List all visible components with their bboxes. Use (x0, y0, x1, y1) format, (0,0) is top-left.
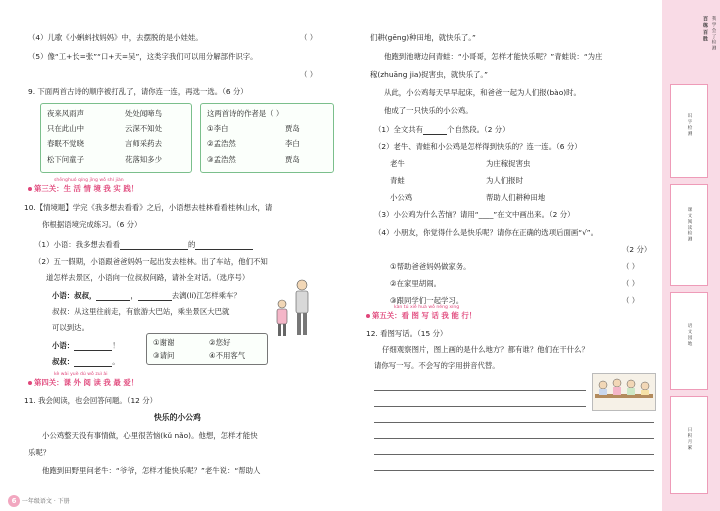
sidebar-tab-4[interactable] (670, 396, 708, 494)
person-head (641, 382, 649, 390)
bullet-icon (28, 381, 32, 385)
sidebar-tab-3[interactable] (670, 292, 708, 390)
person-head (627, 380, 635, 388)
period: 。 (112, 357, 120, 366)
person-body (627, 388, 635, 395)
question-11-4-score: （2 分） (622, 245, 652, 254)
writing-line[interactable] (374, 422, 654, 423)
option-3[interactable]: ③孟浩然 (207, 155, 236, 164)
choice-2[interactable]: ②您好 (209, 338, 231, 347)
child-body (277, 309, 287, 324)
choice-3[interactable]: ③请问 (153, 351, 175, 360)
sidebar-tab-label: 识 字 检 测 (687, 113, 692, 136)
story-p1: 小公鸡整天没有事情做，心里很苦恼(kǔ nǎo)。他想，怎样才能快 (42, 431, 258, 440)
section-5-pinyin: kàn tú xiě huà wǒ néng xíng (394, 305, 460, 310)
page-footer (8, 495, 70, 507)
sidebar-tab-label: 语 文 园 地 (687, 323, 692, 346)
q10-1-text: （1）小语：我多想去看看 (34, 240, 121, 249)
writing-line[interactable] (374, 438, 654, 439)
q1-text: （1）全文共有 (374, 125, 424, 134)
writing-line[interactable] (374, 470, 654, 471)
right-sidebar (662, 0, 720, 511)
sidebar-tab-label: 课 文 阅 读 检 测 (687, 207, 692, 242)
poem-line[interactable]: 处处闻啼鸟 (125, 109, 162, 118)
writing-line[interactable] (374, 390, 586, 391)
exclaim: ！ (112, 341, 120, 350)
bullet-icon (366, 314, 370, 318)
match-right-2[interactable]: 为人们报时 (486, 176, 523, 185)
poem-line[interactable]: 夜来风雨声 (47, 109, 84, 118)
story-r5: 他成了一只快乐的小公鸡。 (384, 106, 473, 115)
person-head (599, 381, 607, 389)
section-3-title (28, 185, 138, 194)
writing-instruction-2: 请你写一写。不会写的字用拼音代替。 (374, 361, 500, 370)
speaker-xiaoyu: 小语： (52, 341, 75, 350)
question-12: 12. 看图写话。（15 分） (366, 329, 448, 338)
question-11-1 (374, 125, 510, 135)
poem-line[interactable]: 春眠不觉晓 (47, 139, 84, 148)
footer-label: 一年级语文 · 下册 (21, 498, 70, 505)
q10-1-mid: 的 (188, 240, 196, 249)
section-4-title (28, 379, 138, 388)
dialogue-2: 叔叔：从这里往前走，有旅游大巴站，乘坐景区大巴就 (52, 307, 230, 316)
question-11-3: （3）小公鸡为什么苦恼？请用“____”在文中画出来。（2 分） (374, 210, 575, 219)
section-4-pinyin: kè wài yuè dú wǒ zuì ài (54, 372, 108, 377)
man-head (297, 280, 307, 290)
story-r1: 们耕(gēng)种田地，就快乐了。” (370, 33, 476, 42)
choice-1[interactable]: ①谢谢 (153, 338, 175, 347)
section-5-text: 第五关：看 图 写 话 我 能 行！ (372, 311, 477, 320)
dialogue-5 (52, 357, 120, 367)
option-a: ①帮助爸爸妈妈做家务。 (390, 262, 471, 271)
poem-line[interactable]: 言师采药去 (125, 139, 162, 148)
answer-blank[interactable] (120, 240, 188, 250)
sidebar-top-label: 百 练 百 胜 (702, 16, 708, 42)
item-5-paren[interactable]: （ ） (300, 70, 318, 79)
section-3-text: 第三关：生 活 情 境 我 实 践！ (34, 184, 139, 193)
option-c: ③跟同学们一起学习。 (390, 296, 464, 305)
answer-blank[interactable] (195, 240, 253, 250)
story-r4: 从此，小公鸡每天早早起床，和爸爸一起为人们报(bào)时。 (384, 88, 581, 97)
option-2[interactable]: ②孟浩然 (207, 139, 236, 148)
section-4-text: 第四关：课 外 阅 读 我 最 爱！ (34, 378, 139, 387)
person-body (599, 389, 607, 395)
story-r2: 他跑到池塘边问青蛙：“小哥哥，怎样才能快乐呢？”青蛙说：“为庄 (384, 52, 603, 61)
speaker-shushu: 叔叔： (52, 357, 75, 366)
question-10-cont: 你根据语境完成练习。（6 分） (42, 220, 142, 229)
child-leg (283, 324, 286, 336)
answer-blank[interactable] (96, 291, 130, 301)
story-r3: 稼(zhuāng jia)捉害虫，就快乐了。” (370, 70, 488, 79)
question-10: 10.【情境题】学完《我多想去看看》之后，小语想去桂林看看桂林山水，请 (24, 203, 273, 212)
person-body (641, 390, 649, 395)
item-4: （4）儿歌《小蝌蚪找妈妈》中，去摆脱的是小娃娃。 (28, 33, 203, 42)
bullet-icon (28, 187, 32, 191)
poem-line[interactable]: 云深不知处 (125, 124, 162, 133)
sidebar-tab-1[interactable] (670, 84, 708, 178)
option-c-paren[interactable]: （ ） (622, 296, 640, 305)
section-5-title (366, 312, 476, 321)
speaker-xiaoyu: 小语：叔叔， (52, 291, 97, 300)
question-9: 9. 下面两首古诗的顺序被打乱了，请你连一连，再选一选。（6 分） (28, 87, 248, 96)
comma: ， (130, 291, 138, 300)
item-5: （5）像“工+长=张”“口+天=吴”，这类字我们可以用分解部件识字。 (28, 52, 258, 61)
person-body (613, 387, 621, 395)
match-left-2[interactable]: 青蛙 (390, 176, 405, 185)
author-question: 这两首诗的作者是（ ） (207, 109, 284, 118)
poem-line[interactable]: 只在此山中 (47, 124, 84, 133)
match-left-3[interactable]: 小公鸡 (390, 193, 413, 202)
author-box (200, 103, 334, 173)
match-right-3[interactable]: 帮助人们耕种田地 (486, 193, 546, 202)
match-right-1[interactable]: 为庄稼捉害虫 (486, 159, 531, 168)
writing-line[interactable] (374, 454, 654, 455)
dialogue-1 (52, 291, 241, 301)
sidebar-tab-label: 日 积 月 累 (687, 427, 692, 450)
question-10-2-cont: 道怎样去景区，小语向一位叔叔问路，请补全对话。（选序号） (46, 273, 250, 282)
section-3-pinyin: shēnghuó qíng jǐng wǒ shí jiàn (54, 178, 124, 183)
answer-blank[interactable] (74, 341, 112, 351)
poem-line[interactable]: 松下问童子 (47, 155, 84, 164)
option-2-b: 李白 (285, 139, 300, 148)
question-10-1 (34, 240, 253, 250)
question-11-4: （4）小朋友，你觉得什么是快乐呢？请你在正确的选项后面画“√”。 (374, 228, 599, 237)
match-left-1[interactable]: 老牛 (390, 159, 405, 168)
option-a-paren[interactable]: （ ） (622, 262, 640, 271)
man-leg (297, 313, 301, 335)
option-1[interactable]: ①李白 (207, 124, 229, 133)
story-p2: 他跑到田野里问老牛：“爷爷，怎样才能快乐呢？”老牛说：“帮助人 (42, 466, 261, 475)
page-number: 6 (8, 495, 20, 507)
answer-blank[interactable] (74, 357, 112, 367)
q1-end: 个自然段。（2 分） (447, 125, 510, 134)
poem-box (40, 103, 192, 173)
sidebar-tab-2[interactable] (670, 184, 708, 286)
answer-blank[interactable] (423, 125, 447, 135)
poem-line[interactable]: 花落知多少 (125, 155, 162, 164)
writing-line[interactable] (374, 406, 586, 407)
child-head (278, 300, 286, 308)
child-leg (278, 324, 281, 336)
answer-blank[interactable] (138, 291, 172, 301)
family-picture-svg (593, 374, 655, 410)
writing-picture (592, 373, 656, 411)
option-3-b: 贾岛 (285, 155, 300, 164)
dialogue-3: 可以到达。 (52, 323, 89, 332)
man-leg (303, 313, 307, 335)
story-title: 快乐的小公鸡 (154, 413, 201, 422)
question-11: 11. 我会阅读，也会回答问题。（12 分） (24, 396, 158, 405)
item-4-paren[interactable]: （ ） (300, 33, 318, 42)
dialogue-4 (52, 341, 120, 351)
option-b-paren[interactable]: （ ） (622, 279, 640, 288)
option-1-b: 贾岛 (285, 124, 300, 133)
writing-instruction: 仔细观察图片，图上画的是什么地方？都有谁？他们在干什么？ (382, 345, 589, 354)
option-b: ②在家里胡闹。 (390, 279, 441, 288)
story-p1-cont: 乐呢？ (28, 448, 51, 457)
question-10-2: （2）五一假期，小语跟爸爸妈妈一起出发去桂林。出了车站，他们不知 (34, 257, 268, 266)
sidebar-sub-label: 我 学 会 了 检 测 (711, 16, 716, 51)
people-illustration (272, 276, 316, 340)
person-head (613, 379, 621, 387)
choice-4[interactable]: ④不用客气 (209, 351, 246, 360)
choice-box (146, 333, 268, 365)
dialogue-1-end: 去漓(lí)江怎样乘车？ (171, 291, 241, 300)
man-body (296, 291, 308, 313)
question-11-2: （2）老牛、青蛙和小公鸡是怎样得到快乐的？连一连。（6 分） (374, 142, 582, 151)
